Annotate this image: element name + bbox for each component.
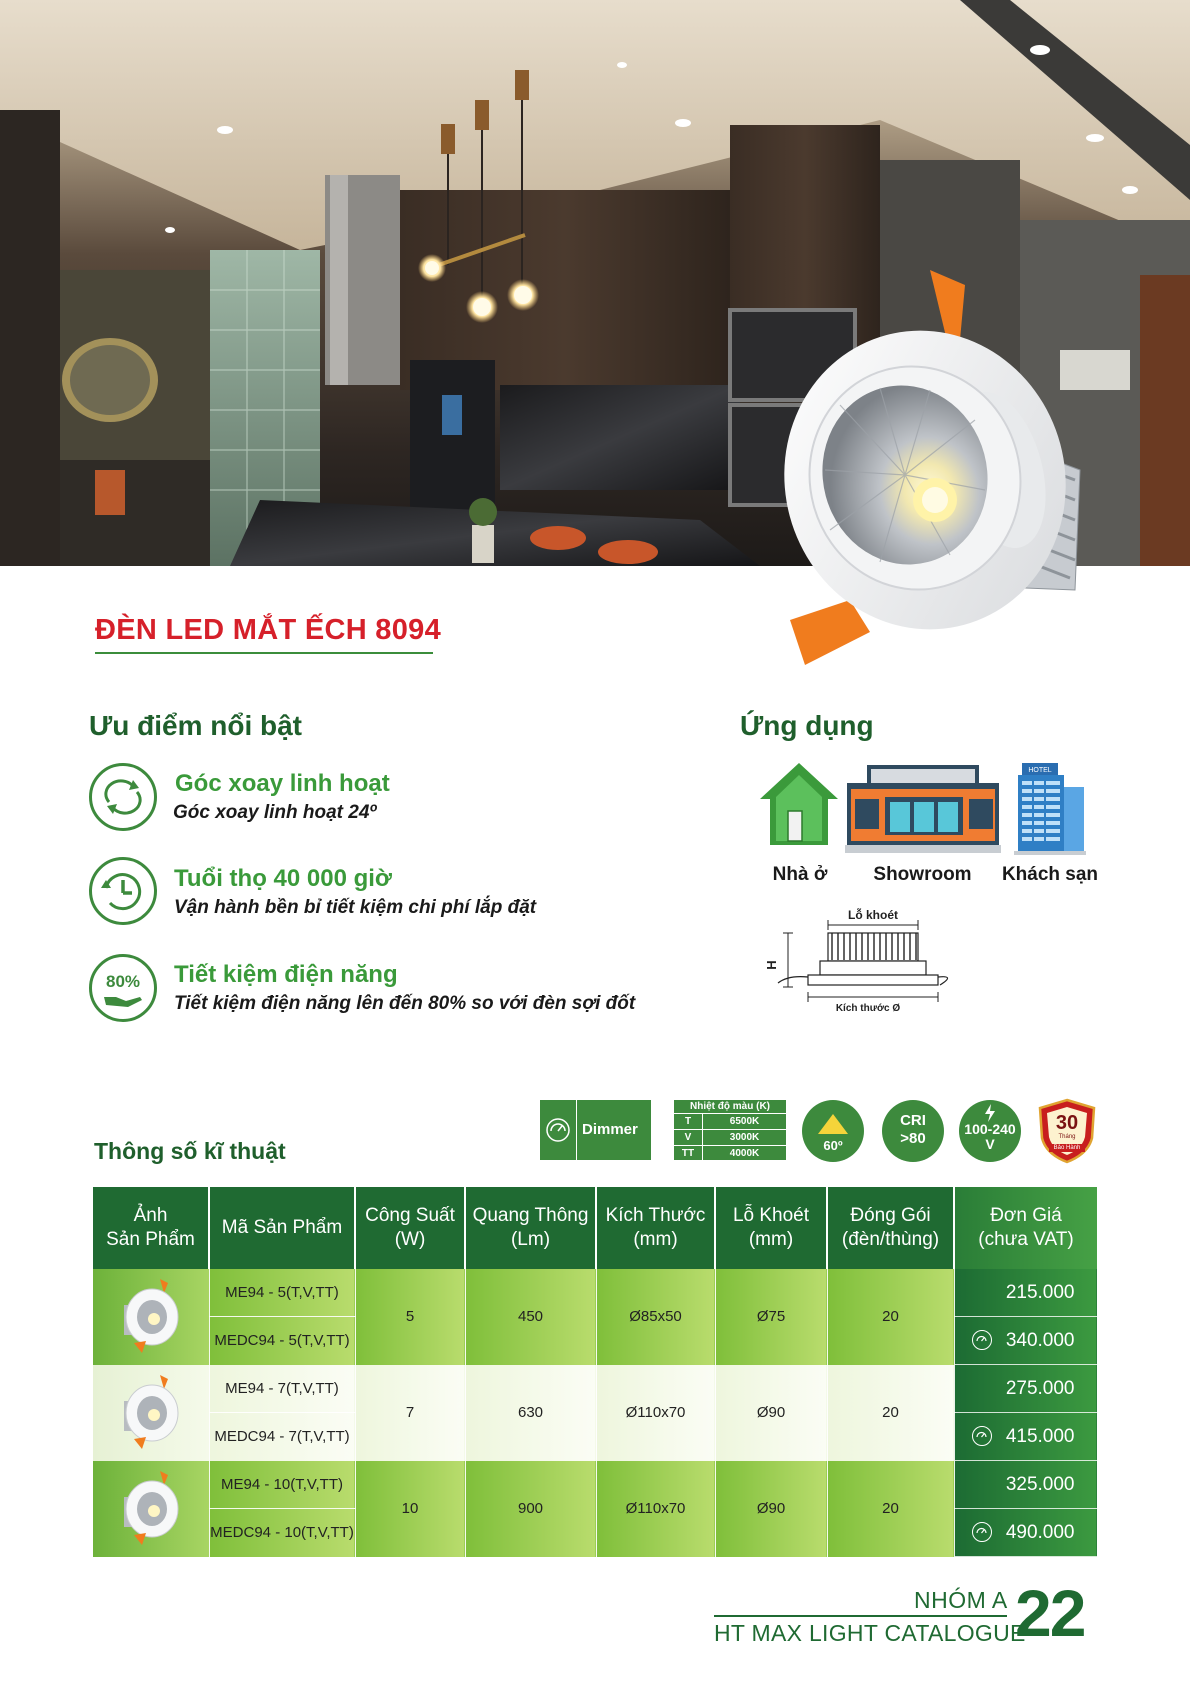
beam-angle-value: 60º [823, 1138, 843, 1153]
price-cell-dimmer [954, 1509, 1097, 1557]
table-row [93, 1269, 1097, 1317]
price-value: 490.000 [1005, 1521, 1075, 1543]
voltage-unit: V [985, 1136, 995, 1152]
feature-desc: Tiết kiệm điện năng lên đến 80% so với đèn sợi đốt [174, 993, 636, 1014]
footer-divider [714, 1615, 1007, 1617]
downlight-thumbnail-icon [116, 1275, 186, 1355]
size-cell: Ø85x50 [596, 1269, 715, 1365]
lightning-icon [983, 1104, 997, 1122]
power-cell: 5 [355, 1269, 465, 1365]
cutout-cell: Ø90 [715, 1461, 827, 1557]
product-thumbnail [93, 1269, 209, 1365]
hotel-icon [1014, 763, 1086, 860]
warranty-months: 30 [1055, 1112, 1079, 1134]
col-header: Kích Thước (mm) [596, 1187, 715, 1269]
lumen-cell: 900 [465, 1461, 596, 1557]
size-cell: Ø110x70 [596, 1365, 715, 1461]
downlight-thumbnail-icon [116, 1371, 186, 1451]
hero-image [0, 0, 1190, 566]
application-label: Showroom [873, 864, 972, 885]
pack-cell: 20 [827, 1365, 954, 1461]
table-row [93, 1365, 1097, 1413]
color-temp-row: V 3000K [674, 1130, 786, 1146]
product-code: MEDC94 - 7(T,V,TT) [209, 1413, 355, 1461]
pack-cell: 20 [827, 1461, 954, 1557]
feature-desc: Vận hành bền bỉ tiết kiệm chi phí lắp đặt [174, 897, 537, 918]
product-code: MEDC94 - 5(T,V,TT) [209, 1317, 355, 1365]
table-row [93, 1461, 1097, 1509]
warranty-unit: Tháng [1058, 1134, 1076, 1140]
product-thumbnail [93, 1461, 209, 1557]
color-temp-badge [674, 1100, 786, 1160]
dimmer-icon [540, 1100, 577, 1160]
advantages-heading: Ưu điểm nổi bật [89, 710, 303, 741]
size-label: Kích thước Ø [835, 1003, 901, 1014]
cutout-label: Lỗ khoét [848, 908, 898, 922]
power-cell: 7 [355, 1365, 465, 1461]
rotate-icon [89, 763, 157, 831]
footer-catalogue: HT MAX LIGHT CATALOGUE [714, 1620, 1026, 1646]
feature-title: Tuổi thọ 40 000 giờ [174, 865, 392, 892]
col-header: Lỗ Khoét (mm) [715, 1187, 827, 1269]
product-code: ME94 - 7(T,V,TT) [209, 1365, 355, 1413]
clock-icon [89, 857, 157, 925]
product-code: ME94 - 5(T,V,TT) [209, 1269, 355, 1317]
price-cell-dimmer [954, 1317, 1097, 1365]
hotel-sign: HOTEL [1028, 767, 1052, 774]
color-temp-row: TT 4000K [674, 1146, 786, 1161]
col-header: Quang Thông (Lm) [465, 1187, 596, 1269]
spec-table [93, 1187, 1098, 1557]
product-title: ĐÈN LED MẮT ẾCH 8094 [95, 614, 442, 646]
product-code: ME94 - 10(T,V,TT) [209, 1461, 355, 1509]
feature-desc: Góc xoay linh hoạt 24º [173, 802, 377, 823]
price-value: 415.000 [1005, 1425, 1075, 1447]
dimmer-icon [972, 1426, 992, 1446]
product-thumbnail [93, 1365, 209, 1461]
voltage-badge [959, 1100, 1021, 1162]
lumen-cell: 450 [465, 1269, 596, 1365]
showroom-icon [845, 763, 1001, 860]
beam-angle-badge [802, 1100, 864, 1162]
specs-heading: Thông số kĩ thuật [94, 1138, 286, 1164]
applications-heading: Ứng dụng [740, 710, 874, 741]
power-cell: 10 [355, 1461, 465, 1557]
downlight-thumbnail-icon [116, 1467, 186, 1547]
cutout-cell: Ø90 [715, 1365, 827, 1461]
warranty-text: Bảo Hành [1049, 1144, 1085, 1152]
warranty-badge [1038, 1098, 1096, 1164]
dimmer-icon [972, 1522, 992, 1542]
voltage-value: 100-240 [964, 1121, 1016, 1137]
cri-value: >80 [900, 1130, 926, 1147]
dimmer-badge [540, 1100, 651, 1160]
table-header-row [93, 1187, 1097, 1269]
product-code: MEDC94 - 10(T,V,TT) [209, 1509, 355, 1557]
house-icon [758, 761, 840, 852]
dimension-diagram [764, 905, 948, 1020]
cutout-cell: Ø75 [715, 1269, 827, 1365]
col-header: Đóng Gói (đèn/thùng) [827, 1187, 954, 1269]
color-temp-row: T 6500K [674, 1114, 786, 1130]
dimmer-icon [972, 1330, 992, 1350]
application-label: Nhà ở [772, 864, 828, 885]
price-cell-dimmer [954, 1413, 1097, 1461]
col-header: Mã Sản Phẩm [209, 1187, 355, 1269]
feature-title: Góc xoay linh hoạt [175, 770, 390, 797]
cri-badge [882, 1100, 944, 1162]
col-header: Ảnh Sản Phẩm [93, 1187, 209, 1269]
application-label: Khách sạn [1001, 864, 1099, 885]
col-header: Công Suất (W) [355, 1187, 465, 1269]
footer-group: NHÓM A [914, 1587, 1008, 1613]
price-cell: 325.000 [954, 1461, 1097, 1509]
pack-cell: 20 [827, 1269, 954, 1365]
height-label: H [764, 960, 779, 970]
price-cell: 215.000 [954, 1269, 1097, 1317]
price-value: 340.000 [1005, 1329, 1075, 1351]
cri-label: CRI [900, 1112, 926, 1129]
percent-label: 80% [105, 972, 141, 991]
feature-title: Tiết kiệm điện năng [174, 961, 398, 988]
col-header: Đơn Giá (chưa VAT) [954, 1187, 1097, 1269]
lumen-cell: 630 [465, 1365, 596, 1461]
dimmer-label: Dimmer [582, 1121, 638, 1138]
percent-hand-icon [89, 954, 157, 1022]
price-cell: 275.000 [954, 1365, 1097, 1413]
page-number: 22 [1015, 1576, 1085, 1650]
title-underline [95, 652, 433, 654]
color-temp-title: Nhiệt độ màu (K) [674, 1100, 786, 1114]
size-cell: Ø110x70 [596, 1461, 715, 1557]
